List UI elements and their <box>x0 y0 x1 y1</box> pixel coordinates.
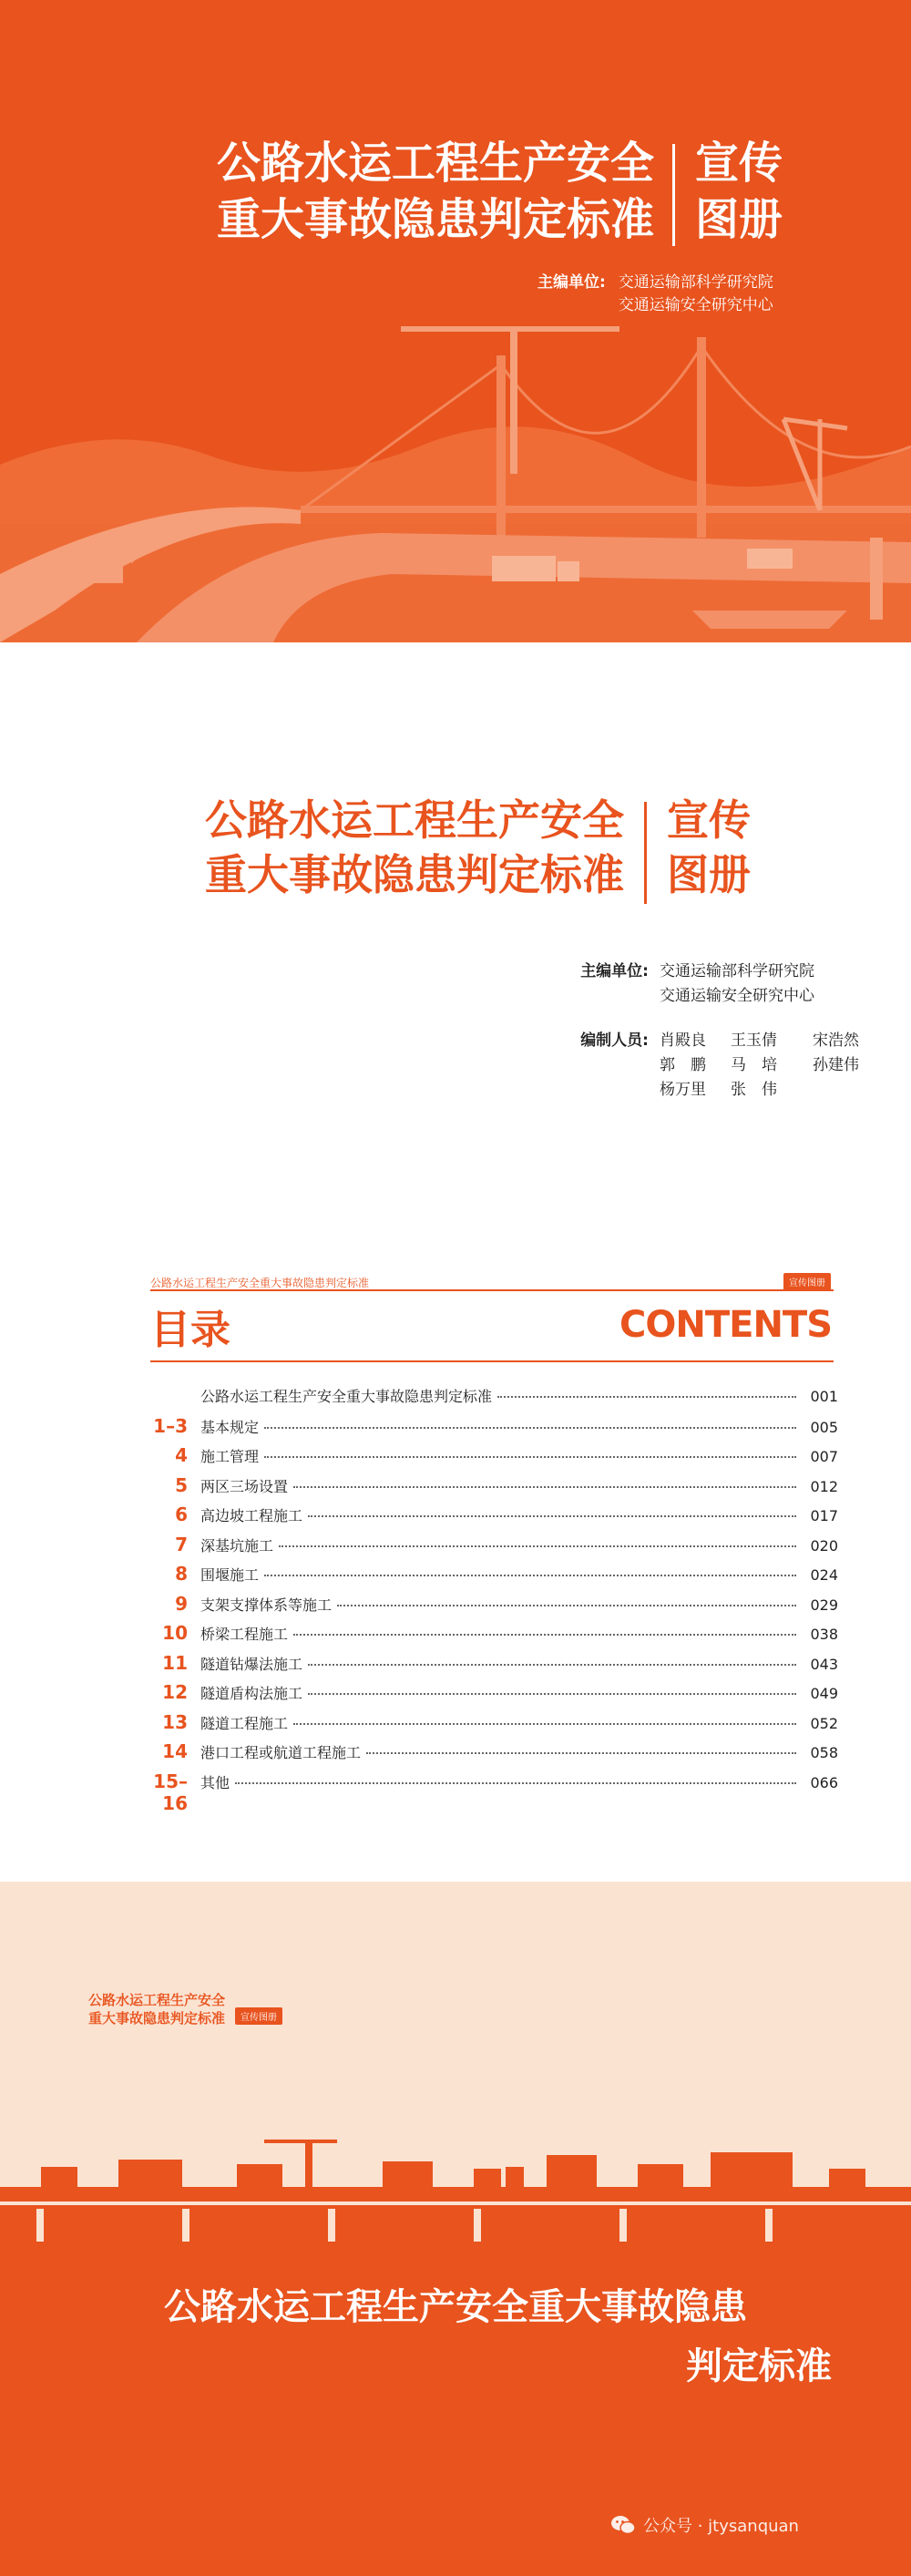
entry-page: 029 <box>810 1596 838 1614</box>
back-cover <box>0 1882 911 2576</box>
editor-label: 主编单位: <box>580 962 649 980</box>
entry-title: 隧道盾构法施工 <box>200 1685 303 1702</box>
entry-title: 基本规定 <box>200 1418 260 1436</box>
entry-title: 施工管理 <box>200 1448 260 1465</box>
entry-page: 005 <box>810 1418 838 1436</box>
entry-title: 桥梁工程施工 <box>200 1626 289 1643</box>
leader-dots <box>293 1723 796 1725</box>
leader-dots <box>293 1634 796 1636</box>
leader-dots <box>308 1515 796 1517</box>
leader-dots <box>497 1396 796 1398</box>
staff-name: 肖殿良 <box>660 1031 706 1050</box>
entry-number: 9 <box>175 1592 188 1615</box>
entry-number: 5 <box>175 1473 188 1496</box>
editor-row <box>547 960 876 1009</box>
staff-name: 张 伟 <box>731 1081 777 1099</box>
title-page-divider <box>644 802 647 904</box>
entry-page: 066 <box>810 1773 838 1791</box>
back-lower-band <box>0 2242 911 2576</box>
title-page-line1: 公路水运工程生产安全 <box>205 795 624 845</box>
title-page-side-title <box>667 793 751 902</box>
contents-page <box>0 1235 911 1882</box>
entry-number: 8 <box>175 1563 188 1585</box>
entry-page: 038 <box>810 1626 838 1643</box>
staff-label: 编制人员: <box>580 1031 649 1050</box>
entry-title: 支架支撑体系等施工 <box>200 1596 333 1614</box>
entry-title: 深基坑施工 <box>200 1536 274 1555</box>
entry-title: 其他 <box>200 1773 230 1791</box>
staff-names <box>660 1029 876 1103</box>
entry-number: 7 <box>175 1533 188 1555</box>
entry-title: 围堰施工 <box>200 1566 260 1584</box>
wechat-icon <box>610 2514 636 2536</box>
leader-dots <box>293 1486 796 1488</box>
contents-entry <box>137 1711 838 1741</box>
staff-name: 马 培 <box>731 1056 777 1074</box>
watermark-text: 公众号 · jtysanquan <box>643 2517 799 2536</box>
entry-number: 6 <box>175 1504 188 1525</box>
title-page-side-line1: 宣传 <box>667 795 751 845</box>
cover-side-title <box>695 135 783 248</box>
entry-number: 12 <box>162 1681 188 1703</box>
cover-editor-org1: 交通运输部科学研究院 <box>618 273 773 292</box>
staff-name: 郭 鹏 <box>660 1056 706 1074</box>
header-rule <box>150 1289 834 1291</box>
title-page-meta <box>547 960 876 1123</box>
back-skyline-illustration <box>0 2096 911 2242</box>
contents-list <box>137 1385 838 1814</box>
staff-name: 王玉倩 <box>731 1031 777 1050</box>
brochure-badge: 宣传图册 <box>783 1273 831 1290</box>
cover-editor-label: 主编单位: <box>537 273 606 292</box>
contents-entry <box>137 1415 838 1445</box>
entry-number: 1–3 <box>153 1414 188 1437</box>
running-title: 公路水运工程生产安全重大事故隐患判定标准 <box>150 1277 370 1289</box>
leader-dots <box>264 1456 796 1458</box>
entry-page: 043 <box>810 1655 838 1673</box>
entry-number: 13 <box>162 1710 188 1733</box>
title-page-line2: 重大事故隐患判定标准 <box>205 850 624 899</box>
contents-entry <box>137 1681 838 1711</box>
staff-row <box>547 1029 876 1103</box>
contents-entry <box>137 1385 838 1415</box>
cover-title-line2: 重大事故隐患判定标准 <box>217 194 655 245</box>
entry-page: 052 <box>810 1714 838 1732</box>
entry-number: 10 <box>162 1622 188 1644</box>
contents-entry <box>137 1622 838 1652</box>
back-big-title-line2: 判定标准 <box>686 2345 832 2387</box>
back-brochure-badge: 宣传图册 <box>235 2007 282 2025</box>
back-small-title <box>88 1991 225 2027</box>
back-small-title-line1: 公路水运工程生产安全 <box>88 1992 226 2008</box>
contents-entry <box>137 1740 838 1770</box>
contents-entry <box>137 1504 838 1534</box>
cover-illustration <box>0 310 911 642</box>
leader-dots <box>264 1575 796 1576</box>
entry-title: 港口工程或航道工程施工 <box>200 1744 362 1761</box>
leader-dots <box>337 1605 796 1606</box>
entry-page: 012 <box>810 1477 838 1495</box>
entry-title: 两区三场设置 <box>200 1477 289 1495</box>
entry-title: 高边坡工程施工 <box>200 1507 303 1524</box>
contents-entry <box>137 1534 838 1564</box>
title-page-title-block <box>205 793 751 904</box>
editor-org2: 交通运输安全研究中心 <box>660 987 814 1005</box>
entry-page: 020 <box>810 1536 838 1555</box>
entry-title: 隧道钻爆法施工 <box>200 1655 303 1673</box>
leader-dots <box>235 1782 796 1784</box>
back-big-title-line1: 公路水运工程生产安全重大事故隐患 <box>164 2286 747 2328</box>
entry-page: 017 <box>810 1507 838 1524</box>
contents-heading-cn: 目录 <box>150 1307 230 1353</box>
leader-dots <box>366 1752 796 1754</box>
back-small-title-line2: 重大事故隐患判定标准 <box>88 2010 226 2027</box>
leader-dots <box>279 1545 796 1547</box>
entry-number: 11 <box>162 1651 188 1674</box>
leader-dots <box>264 1427 796 1429</box>
contents-entry <box>137 1563 838 1593</box>
entry-page: 024 <box>810 1566 838 1584</box>
watermark <box>610 2513 799 2537</box>
editor-org1: 交通运输部科学研究院 <box>660 962 814 980</box>
entry-page: 049 <box>810 1685 838 1702</box>
contents-heading-en: CONTENTS <box>619 1304 833 1346</box>
cover-side-line1: 宣传 <box>695 138 783 189</box>
contents-entry <box>137 1652 838 1682</box>
staff-name: 孙建伟 <box>813 1056 859 1074</box>
cover-page <box>0 0 911 642</box>
entry-title: 公路水运工程生产安全重大事故隐患判定标准 <box>200 1388 493 1405</box>
entry-page: 058 <box>810 1744 838 1761</box>
entry-number: 15–16 <box>153 1770 188 1814</box>
cover-divider <box>672 144 675 246</box>
cover-editor-org2: 交通运输安全研究中心 <box>618 296 773 314</box>
entry-number: 14 <box>162 1740 188 1762</box>
entry-number: 4 <box>175 1444 188 1466</box>
contents-entry <box>137 1444 838 1474</box>
staff-name: 宋浩然 <box>813 1031 859 1050</box>
contents-entry <box>137 1593 838 1623</box>
entry-title: 隧道工程施工 <box>200 1714 289 1732</box>
leader-dots <box>308 1664 796 1666</box>
entry-page: 001 <box>810 1388 838 1405</box>
editor-orgs <box>660 960 814 1009</box>
cover-side-line2: 图册 <box>695 194 783 245</box>
entry-page: 007 <box>810 1448 838 1465</box>
title-page <box>0 642 911 1235</box>
contents-entry <box>137 1474 838 1504</box>
cover-title-block <box>217 135 783 248</box>
cover-title <box>217 135 654 248</box>
leader-dots <box>308 1693 796 1695</box>
staff-name: 杨万里 <box>660 1081 706 1099</box>
cover-title-line1: 公路水运工程生产安全 <box>217 138 655 189</box>
heading-rule <box>150 1360 834 1362</box>
title-page-title <box>205 793 624 902</box>
title-page-side-line2: 图册 <box>667 850 751 899</box>
contents-entry <box>137 1770 838 1814</box>
